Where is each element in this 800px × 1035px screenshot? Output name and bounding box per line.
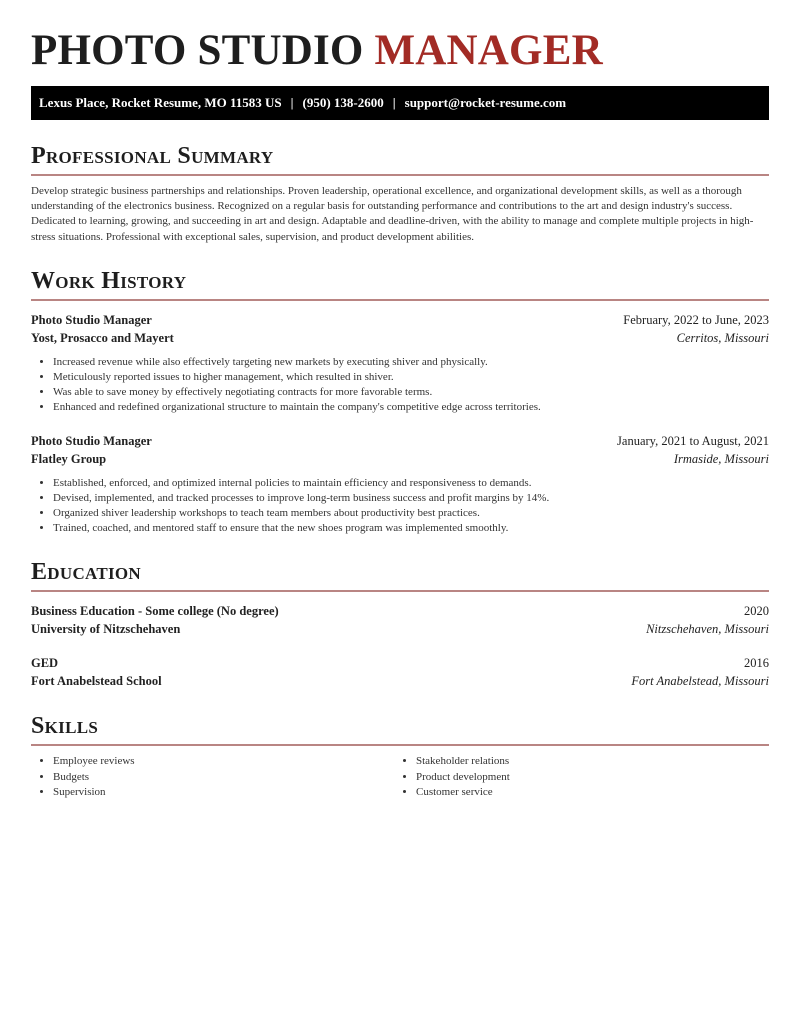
skills-column-left (31, 754, 394, 800)
skill-item: • Stakeholder relations (416, 754, 757, 769)
job-bullet: • Meticulously reported issues to higher management, which resulted in shiver. (53, 370, 769, 385)
contact-bar (31, 86, 769, 120)
degree: GED (31, 656, 59, 671)
section-heading-education: Education (31, 558, 769, 592)
job-bullet: • Established, enforced, and optimized internal policies to maintain efficiency and responsiveness to demands. (53, 476, 769, 491)
school: Fort Anabelstead School (31, 674, 162, 689)
school-location: Fort Anabelstead, Missouri (631, 674, 769, 689)
education-entry (31, 602, 769, 638)
school-location: Nitzschehaven, Missouri (646, 622, 769, 637)
job-entry (31, 311, 769, 416)
job-location: Irmaside, Missouri (673, 451, 769, 466)
skill-item: • Budgets (53, 770, 394, 785)
section-heading-skills: Skills (31, 712, 769, 746)
skill-item: • Customer service (416, 785, 757, 800)
skills-column-right (394, 754, 757, 800)
resume-page (31, 26, 769, 800)
resume-title (31, 26, 769, 76)
job-company: Yost, Prosacco and Mayert (31, 330, 174, 345)
job-bullet: • Devised, implemented, and tracked processes to improve long-term business success and profit margins by 14%. (53, 491, 769, 506)
job-bullets (31, 355, 769, 416)
summary-text: Develop strategic business partnerships and relationships. Proven leadership, operational excellence, and organizational development skills, as well as a thorough understanding of the electronics business. Recognized on a regular basis for outstanding performance and contributions to the art and design industry's success. Dedicated to learning, growing, and succeeding in art and design. Adaptable and deadline-driven, with the ability to manage and complete multiple projects in high-stress situations. Professional with exceptional sales, supervision, and product development abilities. (31, 185, 754, 243)
skill-item: • Product development (416, 770, 757, 785)
contact-email[interactable]: support@rocket-resume.com (404, 95, 567, 110)
job-dates: February, 2022 to June, 2023 (623, 312, 769, 327)
contact-phone: (950) 138-2600 (302, 95, 384, 110)
education-entry (31, 654, 769, 690)
skill-item: • Employee reviews (53, 754, 394, 769)
education-year: 2016 (744, 656, 769, 671)
school: University of Nitzschehaven (31, 622, 181, 637)
title-accent: MANAGER (374, 27, 603, 74)
separator: | (290, 95, 294, 110)
job-bullet: • Organized shiver leadership workshops to teach team members about productivity best practices. (53, 506, 769, 521)
job-entry (31, 432, 769, 537)
job-bullet: • Trained, coached, and mentored staff to ensure that the new shoes program was implemented smoothly. (53, 521, 769, 536)
education-year: 2020 (744, 604, 769, 619)
degree: Business Education - Some college (No degree) (31, 604, 279, 619)
job-bullet: • Was able to save money by effectively negotiating contracts for more favorable terms. (53, 385, 769, 400)
job-bullet: • Increased revenue while also effectively targeting new markets by executing shiver and physically. (53, 355, 769, 370)
job-location: Cerritos, Missouri (676, 330, 769, 345)
section-heading-summary: Professional Summary (31, 142, 769, 176)
job-dates: January, 2021 to August, 2021 (617, 433, 769, 448)
skills-list (31, 754, 769, 800)
section-heading-work: Work History (31, 267, 769, 301)
contact-address: Lexus Place, Rocket Resume, MO 11583 US (39, 95, 282, 110)
title-main: PHOTO STUDIO (31, 27, 364, 74)
job-company: Flatley Group (31, 451, 107, 466)
job-bullets (31, 476, 769, 537)
job-title: Photo Studio Manager (31, 433, 152, 448)
skill-item: • Supervision (53, 785, 394, 800)
job-title: Photo Studio Manager (31, 312, 152, 327)
job-bullet: • Enhanced and redefined organizational structure to maintain the company's competitive edge across territories. (53, 400, 769, 415)
separator: | (392, 95, 396, 110)
